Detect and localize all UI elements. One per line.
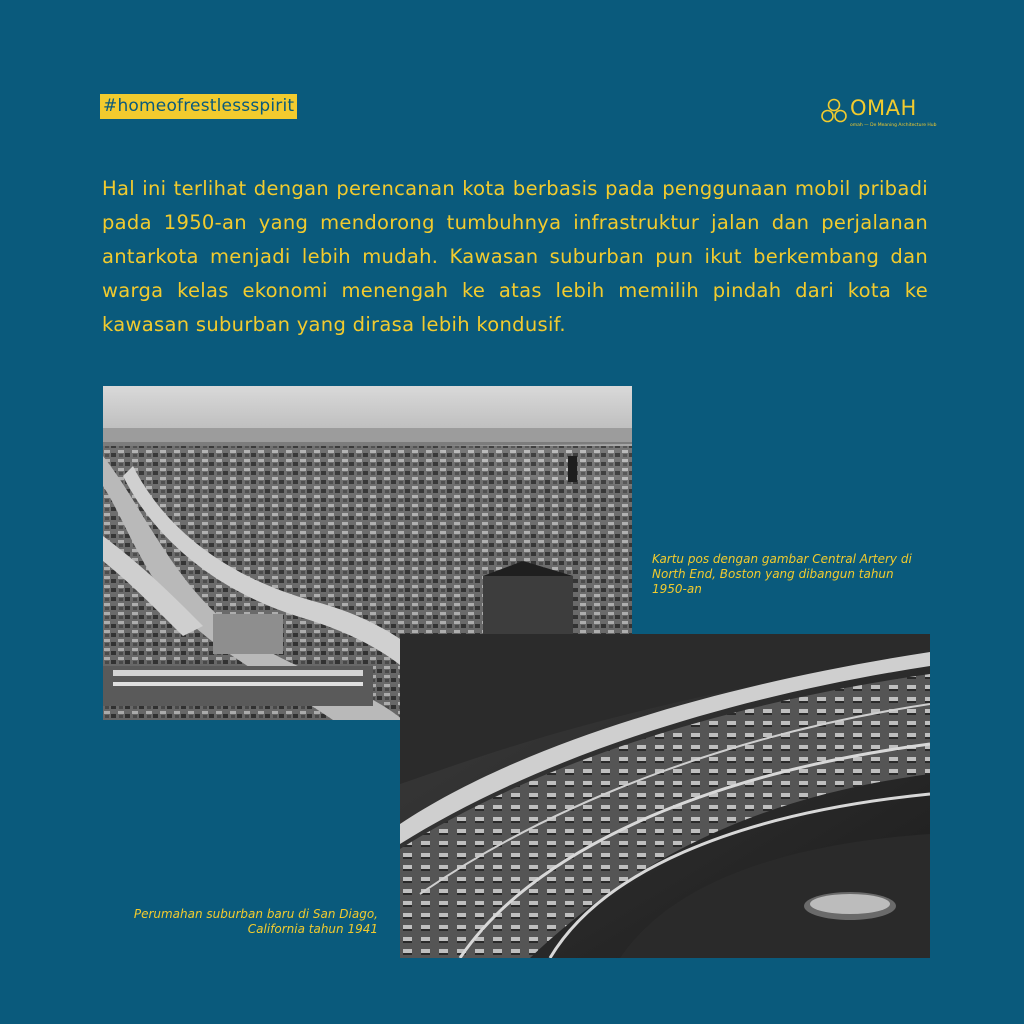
caption-boston: Kartu pos dengan gambar Central Artery di North End, Boston yang dibangun tahun 1950-an — [652, 552, 912, 596]
body-paragraph: Hal ini terlihat dengan perencanan kota berbasis pada penggunaan mobil pribadi pada 1950-an yang mendorong tumbuhnya infrastruktur jalan dan perjalanan antarkota menjadi lebih mudah. Kawasan suburban pun ikut berkembang dan warga kelas ekonomi menengah ke atas lebih memilih pindah dari kota ke kawasan suburban yang dirasa lebih kondusif. — [102, 177, 928, 336]
hashtag-label: #homeofrestlessspirit — [100, 94, 297, 119]
logo-tagline: omah — De Meaning Architecture Hub — [850, 123, 937, 128]
omah-logo — [820, 96, 937, 132]
san-diego-suburban-housing-photo — [400, 634, 930, 958]
logo-wordmark: OMAH — [850, 96, 917, 120]
three-circle-knot-icon — [820, 98, 848, 124]
caption-san-diego: Perumahan suburban baru di San Diago, California tahun 1941 — [133, 907, 378, 936]
